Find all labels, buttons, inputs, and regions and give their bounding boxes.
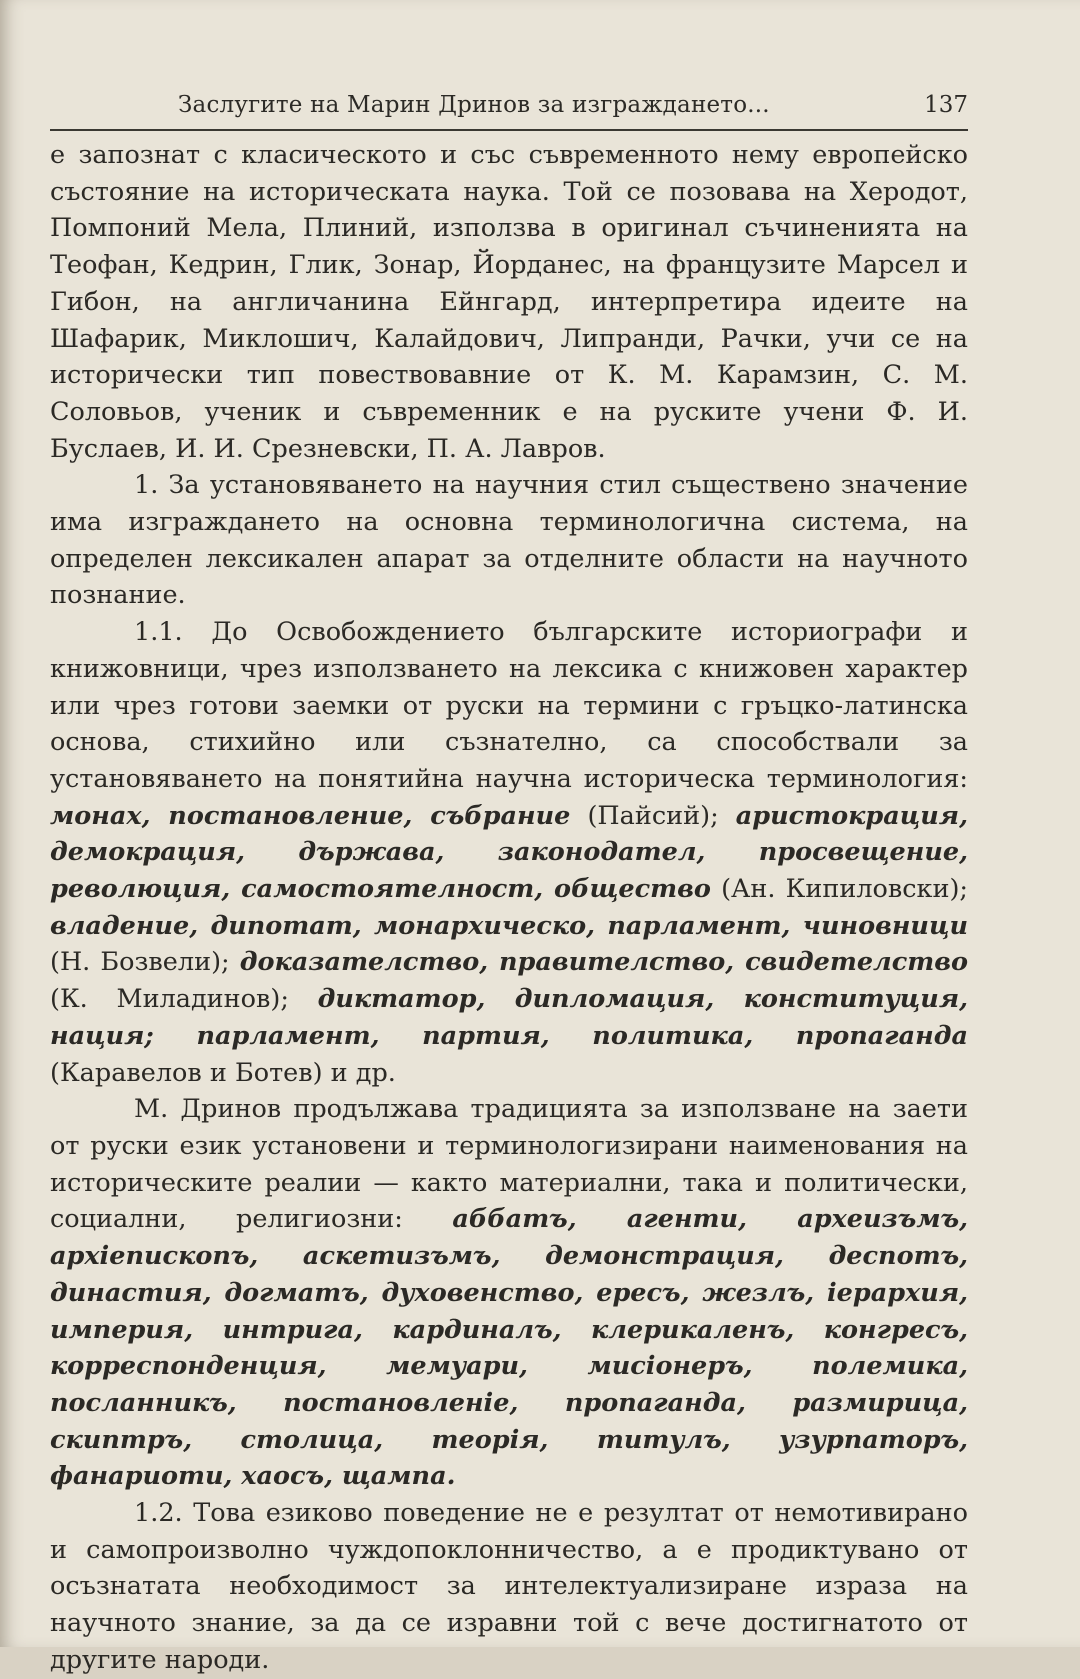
body-text — [50, 137, 968, 1679]
term-list: владение, дипотат, монархическо, парламент, чиновници — [50, 910, 968, 941]
text-run: (Каравелов и Ботев) и др. — [50, 1057, 396, 1088]
text-run: (Ан. Кипиловски); — [710, 874, 968, 905]
paragraph-1-1 — [50, 614, 968, 1091]
text-run: (Пайсий); — [570, 800, 736, 831]
term-list: доказателство, правителство, свидетелство — [239, 947, 968, 978]
text-run: 1.1. До Освобождението българските историографи и книжовници, чрез използването на лексика с книжовен характер или чрез готови заемки от руски на термини с гръцко-латинска основа, стихийно или съзнателно, са способствали за установяването на понятийна научна историческа терминология: — [50, 617, 968, 794]
running-title: Заслугите на Марин Дринов за изграждането... — [178, 92, 770, 118]
running-head — [178, 92, 968, 132]
text-run: (Н. Бозвели); — [50, 947, 240, 978]
page-number: 137 — [924, 92, 968, 118]
term-list: аббатъ, агенти, археизъмъ, архіепископъ, аскетизъмъ, демонстрация, деспотъ, династия, догматъ, духовенство, ересъ, жезлъ, іерархия, империя, интрига, кардиналъ, клерикаленъ, конгресъ, корреспонденция, мемуари, мисіонеръ, полемика, посланникъ, постановленіе, пропаганда, размирица, скиптръ, столица, теорія, титулъ, узурпаторъ, фанариоти, хаосъ, щампа. — [50, 1204, 969, 1492]
term-list: аристокрация, демокрация, държава, законодател, просвещение, революция, самостоятелност, общество — [50, 800, 968, 905]
header-rule — [50, 129, 968, 131]
text-run: 1. За установяването на научния стил съществено значение има изграждането на основна терминологична система, на определен лексикален апарат за отделните области на научното познание. — [50, 470, 968, 611]
term-list: диктатор, дипломация, конституция, нация; парламент, партия, политика, пропаганда — [50, 984, 968, 1051]
paragraph-1-2 — [50, 1495, 968, 1679]
text-run: е запознат с класическото и със съвременното нему европейско състояние на историческата наука. Той се позовава на Херодот, Помпоний Мела, Плиний, използва в оригинал съчиненията на Теофан, Кедрин, Глик, Зонар, Йорданес, на французите Марсел и Гибон, на англичанина Ейнгард, интерпретира идеите на Шафарик, Миклошич, Калайдович, Липранди, Рачки, учи се на исторически тип повествовавние от К. М. Карамзин, С. М. Соловьов, ученик и съвременник е на руските учени Ф. И. Буслаев, И. И. Срезневски, П. А. Лавров. — [50, 140, 968, 464]
term-list: монах, постановление, събрание — [50, 800, 571, 831]
paragraph-continuation — [50, 137, 968, 467]
text-run: М. Дринов продължава традицията за използване на заети от руски език установени и терминологизирани наименования на историческите реалии — както материални, така и политически, социални, религиозни: — [50, 1094, 968, 1235]
paragraph-1 — [50, 467, 968, 614]
text-run: 1.2. Това езиково поведение не е резултат от немотивирано и самопроизволно чуждопоклонничество, а е продиктувано от осъзнатата необходимост за интелектуализиране израза на научното знание, за да се изравни той с вече достигнатото от другите народи. — [50, 1498, 968, 1675]
text-run: (К. Миладинов); — [50, 984, 318, 1015]
paragraph-drinov — [50, 1091, 968, 1495]
